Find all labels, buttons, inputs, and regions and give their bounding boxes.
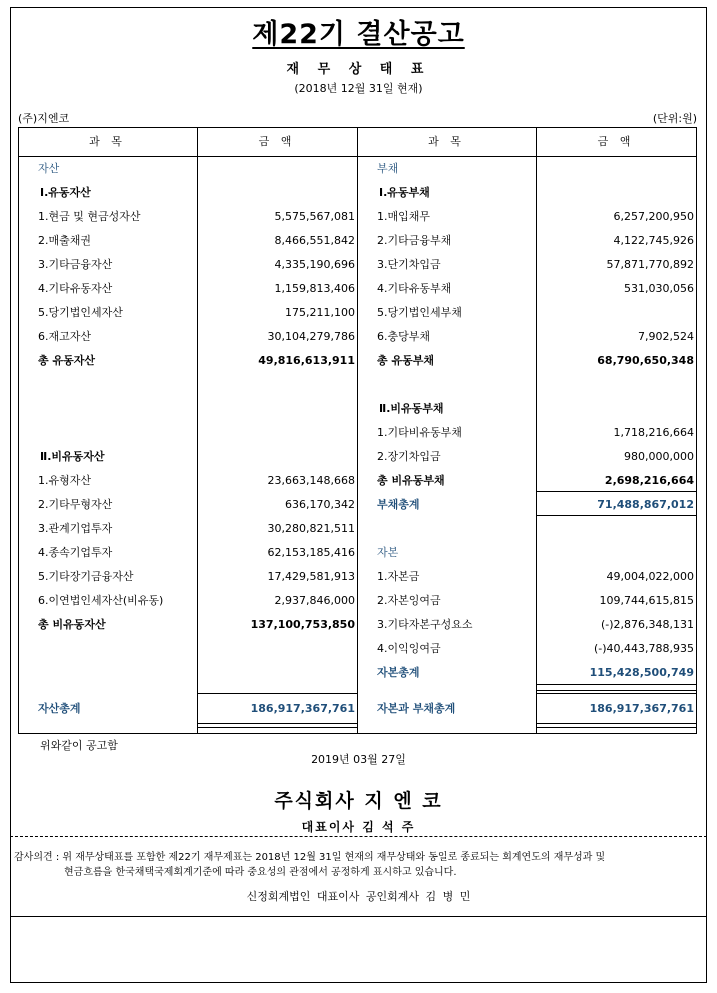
heading-noncurrent-assets: Ⅱ.비유동자산 xyxy=(40,450,105,463)
section-liabilities: 부채 xyxy=(377,162,399,175)
row-label: 6.충당부채 xyxy=(377,330,430,343)
total-liabilities-label: 부채총계 xyxy=(377,498,420,511)
row-amount: 5,575,567,081 xyxy=(274,210,355,223)
ceo-name: 대표이사 김 석 주 xyxy=(301,820,416,834)
total-double-rule xyxy=(198,723,357,724)
row-label: 1.자본금 xyxy=(377,570,420,583)
total-noncurrent-liabilities-label: 총 비유동부채 xyxy=(377,474,445,487)
total-current-liabilities-amount: 68,790,650,348 xyxy=(597,354,694,367)
row-label: 5.기타장기금융자산 xyxy=(38,570,134,583)
row-label: 4.종속기업투자 xyxy=(38,546,113,559)
row-amount: 2,937,846,000 xyxy=(274,594,355,607)
row-amount: 7,902,524 xyxy=(638,330,694,343)
total-double-rule xyxy=(198,727,357,728)
row-label: 2.기타금융부채 xyxy=(377,234,452,247)
row-amount: 531,030,056 xyxy=(624,282,694,295)
header-amount-left: 금 액 xyxy=(258,135,296,148)
heading-current-assets: Ⅰ.유동자산 xyxy=(40,186,91,199)
section-assets: 자산 xyxy=(38,162,60,175)
row-amount: 8,466,551,842 xyxy=(274,234,355,247)
row-amount: (-)40,443,788,935 xyxy=(593,642,694,655)
row-amount: 4,335,190,696 xyxy=(274,258,355,271)
row-label: 6.재고자산 xyxy=(38,330,91,343)
total-equity-label: 자본총계 xyxy=(377,666,420,679)
row-amount: 109,744,615,815 xyxy=(599,594,694,607)
company-label: (주)지엔코 xyxy=(18,112,70,125)
row-label: 1.기타비유동부채 xyxy=(377,426,462,439)
row-amount: 6,257,200,950 xyxy=(613,210,694,223)
total-current-assets-label: 총 유동자산 xyxy=(38,354,95,367)
row-label: 1.현금 및 현금성자산 xyxy=(38,210,141,223)
total-current-assets-amount: 49,816,613,911 xyxy=(258,354,355,367)
audit-opinion-line2: 현금흐름을 한국채택국제회계기준에 따라 중요성의 관점에서 공정하게 표시하고 있습니다. xyxy=(64,867,457,878)
total-liabilities-equity-label: 자본과 부채총계 xyxy=(377,702,456,715)
subtotal-rule xyxy=(537,515,696,516)
header-item-right: 과 목 xyxy=(428,135,465,148)
row-label: 4.이익잉여금 xyxy=(377,642,441,655)
as-of-date: (2018년 12월 31일 현재) xyxy=(294,82,423,95)
row-amount: 1,718,216,664 xyxy=(613,426,694,439)
balance-sheet-table xyxy=(18,127,697,734)
row-amount: 30,104,279,786 xyxy=(267,330,355,343)
total-assets-label: 자산총계 xyxy=(38,702,81,715)
row-label: 1.유형자산 xyxy=(38,474,91,487)
row-label: 5.당기법인세자산 xyxy=(38,306,123,319)
heading-noncurrent-liabilities: Ⅱ.비유동부채 xyxy=(379,402,444,415)
row-label: 5.당기법인세부채 xyxy=(377,306,462,319)
corporation-name: 주식회사 지 엔 코 xyxy=(274,790,443,812)
row-amount: 4,122,745,926 xyxy=(613,234,694,247)
subtotal-rule xyxy=(537,690,696,691)
section-equity: 자본 xyxy=(377,546,399,559)
row-label: 6.이연법인세자산(비유동) xyxy=(38,594,164,607)
row-label: 1.매입채무 xyxy=(377,210,430,223)
row-label: 4.기타유동부채 xyxy=(377,282,452,295)
heading-current-liabilities: Ⅰ.유동부채 xyxy=(379,186,430,199)
total-noncurrent-assets-amount: 137,100,753,850 xyxy=(250,618,355,631)
row-label: 2.장기차입금 xyxy=(377,450,441,463)
row-label: 3.기타금융자산 xyxy=(38,258,113,271)
total-assets-amount: 186,917,367,761 xyxy=(250,702,355,715)
column-divider xyxy=(696,127,697,734)
auditor-name: 신정회계법인 대표이사 공인회계사 김 병 민 xyxy=(246,890,471,903)
notice-date: 2019년 03월 27일 xyxy=(311,753,406,766)
header-item-left: 과 목 xyxy=(89,135,126,148)
row-amount: 30,280,821,511 xyxy=(267,522,355,535)
total-liabilities-equity-amount: 186,917,367,761 xyxy=(589,702,694,715)
row-amount: 980,000,000 xyxy=(624,450,694,463)
row-amount: 49,004,022,000 xyxy=(606,570,694,583)
dashed-divider xyxy=(10,836,707,837)
row-amount: 23,663,148,668 xyxy=(267,474,355,487)
audit-opinion-line1: 감사의견 : 위 재무상태표를 포함한 제22기 재무제표는 2018년 12월 31일 현재의 재무상태와 동일로 종료되는 회계연도의 재무성과 및 xyxy=(14,852,606,863)
total-double-rule xyxy=(537,727,696,728)
row-label: 2.자본잉여금 xyxy=(377,594,441,607)
bottom-divider xyxy=(10,916,707,917)
total-equity-amount: 115,428,500,749 xyxy=(589,666,694,679)
row-amount: 17,429,581,913 xyxy=(267,570,355,583)
subtotal-rule xyxy=(537,491,696,492)
total-noncurrent-liabilities-amount: 2,698,216,664 xyxy=(604,474,694,487)
row-label: 4.기타유동자산 xyxy=(38,282,113,295)
total-rule xyxy=(198,693,357,694)
unit-label: (단위:원) xyxy=(652,112,697,125)
row-amount: 62,153,185,416 xyxy=(267,546,355,559)
statement-title: 재 무 상 태 표 xyxy=(286,62,431,77)
row-amount xyxy=(537,304,694,322)
notice-title: 제22기 결산공고 xyxy=(252,19,465,50)
row-label: 3.기타자본구성요소 xyxy=(377,618,473,631)
subtotal-rule xyxy=(537,684,696,685)
row-label: 2.기타무형자산 xyxy=(38,498,113,511)
row-amount: 1,159,813,406 xyxy=(274,282,355,295)
total-liabilities-amount: 71,488,867,012 xyxy=(597,498,694,511)
header-amount-right: 금 액 xyxy=(597,135,635,148)
total-rule xyxy=(537,693,696,694)
total-double-rule xyxy=(537,723,696,724)
row-label: 3.단기차입금 xyxy=(377,258,441,271)
row-label: 2.매출채권 xyxy=(38,234,91,247)
row-amount: 636,170,342 xyxy=(285,498,355,511)
row-amount: (-)2,876,348,131 xyxy=(600,618,694,631)
total-noncurrent-assets-label: 총 비유동자산 xyxy=(38,618,106,631)
notice-text: 위와같이 공고함 xyxy=(40,739,118,752)
row-amount: 175,211,100 xyxy=(285,306,355,319)
row-label: 3.관계기업투자 xyxy=(38,522,113,535)
row-amount: 57,871,770,892 xyxy=(606,258,694,271)
total-current-liabilities-label: 총 유동부채 xyxy=(377,354,434,367)
